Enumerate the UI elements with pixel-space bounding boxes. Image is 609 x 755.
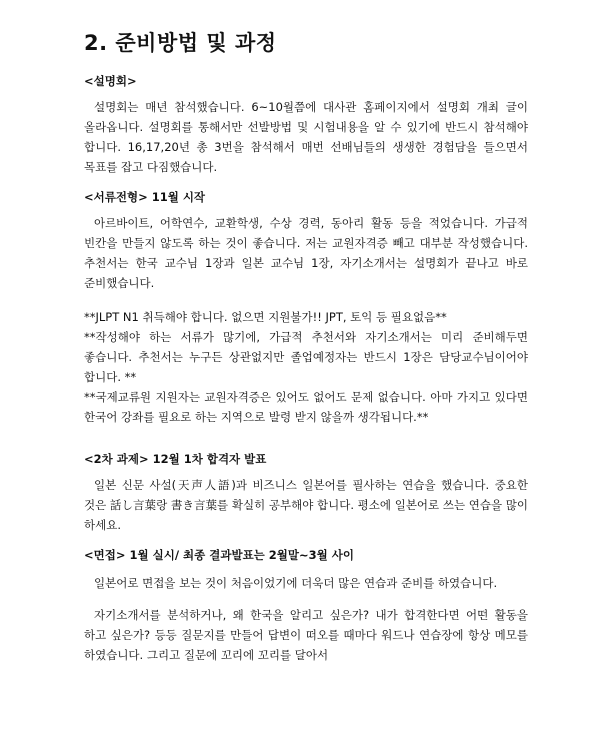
section-body-briefing: 설명회는 매년 참석했습니다. 6~10월쯤에 대사관 홈페이지에서 설명회 개최 글이 올라옵니다. 설명회를 통해서만 선발방법 및 시험내용을 알 수 있기에 반드시 참석해야 합니다. 16,17,20년 총 3번을 참석해서 매번 선배님들의 생생한 경험담을 들으면서 목표를 잡고 다짐했습니다. bbox=[84, 100, 528, 174]
section-body-interview-1: 일본어로 면접을 보는 것이 처음이었기에 더욱더 많은 연습과 준비를 하였습니다. bbox=[94, 576, 498, 590]
section-heading-documents: <서류전형> 11월 시작 bbox=[84, 190, 206, 204]
document-page bbox=[84, 28, 528, 665]
section-heading-briefing: <설명회> bbox=[84, 74, 137, 88]
note-jlpt: **JLPT N1 취득해야 합니다. 없으면 지원불가!! JPT, 토익 등 필요없음** bbox=[84, 310, 447, 324]
note-certificate: **국제교류원 지원자는 교원자격증은 있어도 없어도 문제 없습니다. 아마 가지고 있다면 한국어 강좌를 필요로 하는 지역으로 발령 받지 않을까 생각됩니다.** bbox=[84, 390, 528, 424]
page-title: 2. 준비방법 및 과정 bbox=[84, 31, 277, 55]
note-documents: **작성해야 하는 서류가 많기에, 가급적 추천서와 자기소개서는 미리 준비해두면 좋습니다. 추천서는 누구든 상관없지만 졸업예정자는 반드시 1장은 담당교수님이어야 합니다. ** bbox=[84, 330, 528, 384]
section-body-documents: 아르바이트, 어학연수, 교환학생, 수상 경력, 동아리 활동 등을 적었습니다. 가급적 빈칸을 만들지 않도록 하는 것이 좋습니다. 저는 교원자격증 빼고 대부분 작성했습니다. 추천서는 한국 교수님 1장과 일본 교수님 1장, 자기소개서는 설명회가 끝나고 바로 준비했습니다. bbox=[84, 216, 528, 290]
section-heading-interview: <면접> 1월 실시/ 최종 결과발표는 2월말~3월 사이 bbox=[84, 548, 354, 562]
section-body-second: 일본 신문 사설(天声人語)과 비즈니스 일본어를 필사하는 연습을 했습니다. 중요한 것은 話し言葉랑 書き言葉를 확실히 공부해야 합니다. 평소에 일본어로 쓰는 연습을 많이 하세요. bbox=[84, 478, 528, 532]
section-heading-second: <2차 과제> 12월 1차 합격자 발표 bbox=[84, 452, 267, 466]
section-body-interview-2: 자기소개서를 분석하거나, 왜 한국을 알리고 싶은가? 내가 합격한다면 어떤 활동을 하고 싶은가? 등등 질문지를 만들어 답변이 떠오를 때마다 워드나 연습장에 항상 메모를 하였습니다. 그리고 질문에 꼬리에 꼬리를 달아서 bbox=[84, 608, 528, 662]
